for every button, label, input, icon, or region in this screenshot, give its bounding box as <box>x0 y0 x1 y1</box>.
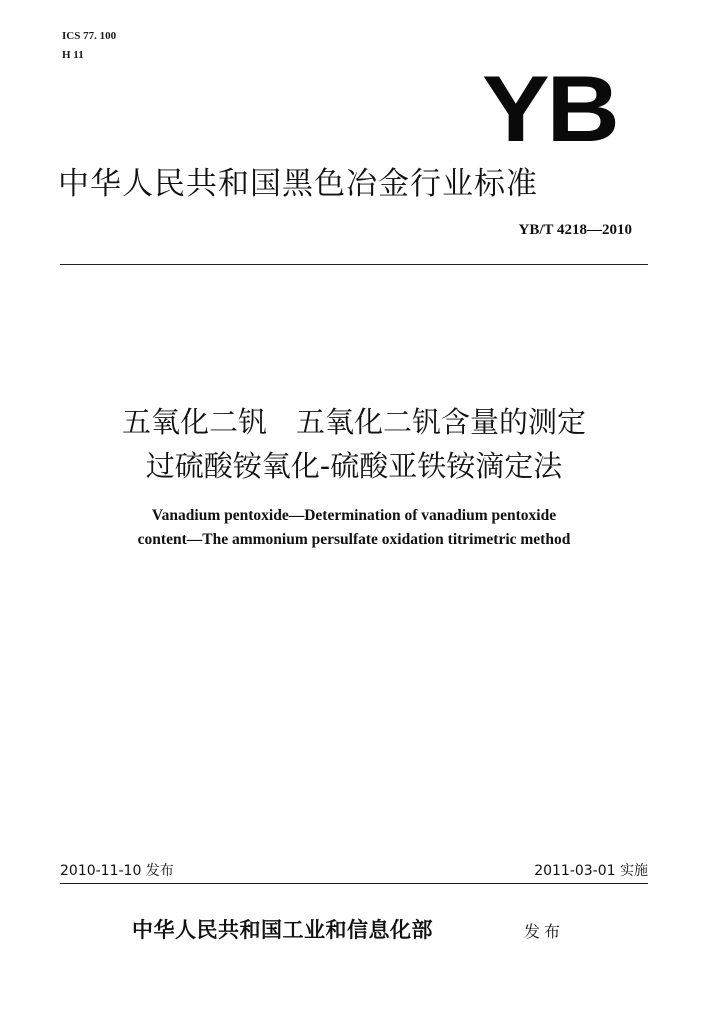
ics-code: ICS 77. 100 <box>62 30 117 42</box>
issuing-authority: 中华人民共和国工业和信息化部 <box>132 917 433 942</box>
title-cn-line-2: 过硫酸铵氧化-硫酸亚铁铵滴定法 <box>145 449 563 483</box>
issuing-authority-suffix: 发布 <box>524 922 565 941</box>
top-divider <box>60 264 648 265</box>
title-cn-line-1: 五氧化二钒 五氧化二钒含量的测定 <box>121 405 586 439</box>
title-en-line-1: Vanadium pentoxide—Determination of vanadium pentoxide <box>151 507 557 524</box>
issue-date: 2010-11-10 发布 <box>60 863 174 879</box>
implementation-date: 2011-03-01 实施 <box>534 863 648 879</box>
classification-codes <box>62 29 116 67</box>
standard-number: YB/T 4218—2010 <box>518 222 632 238</box>
title-en-line-2: content—The ammonium persulfate oxidation titrimetric method <box>137 531 571 548</box>
yb-logo: YB <box>482 56 617 161</box>
bottom-divider <box>60 883 648 884</box>
ccs-code: H 11 <box>62 49 84 61</box>
org-title: 中华人民共和国黑色冶金行业标准 <box>58 166 538 202</box>
